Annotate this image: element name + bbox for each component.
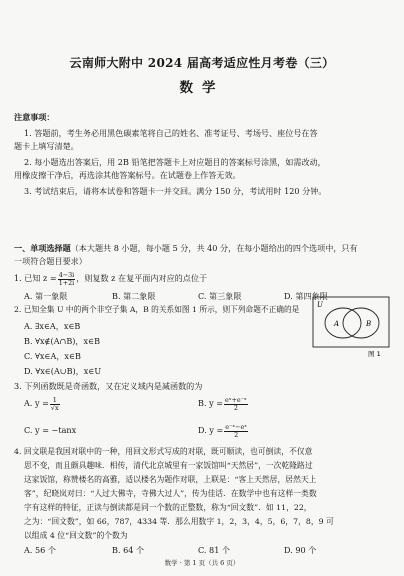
q3-a-num: 1 bbox=[50, 397, 60, 405]
q3-option-b bbox=[198, 394, 249, 412]
note-1-line-2: 题卡上填写清楚。 bbox=[14, 141, 79, 151]
q3-d-num: e⁻ˣ−eˣ bbox=[225, 422, 247, 431]
section-title: 一、单项选择题 bbox=[14, 243, 71, 253]
q3-option-c: C. y = −tanx bbox=[24, 425, 77, 435]
q4-line-3: 这家饭馆，称赞楼名的高雅，适以楼名为题作对联，上联是：“客上天然居，居然天上 bbox=[24, 475, 317, 484]
q4-option-d: D. 90 个 bbox=[284, 545, 317, 555]
q3-option-d bbox=[198, 421, 249, 439]
q1-option-b: B. 第二象限 bbox=[112, 291, 156, 301]
venn-diagram bbox=[312, 296, 392, 362]
q4-option-c: C. 81 个 bbox=[198, 545, 231, 555]
q3-a-fraction bbox=[50, 397, 60, 412]
q1-frac-num: 4−3i bbox=[58, 270, 75, 279]
note-2-line-1: 2. 每小题选出答案后，用 2B 铅笔把答题卡上对应题目的答案标号涂黑，如需改动， bbox=[24, 157, 326, 167]
q4-line-1: 4. 回文联是我国对联中的一种，用回文形式写成的对联，既可顺读，也可倒读，不仅意 bbox=[14, 447, 313, 456]
q4-line-2: 思不变，而且颇具趣味．相传，清代北京城里有一家饭馆叫“天然居”，一次乾隆路过 bbox=[24, 461, 313, 470]
q1-option-a: A. 第一象限 bbox=[24, 291, 68, 301]
q3-d-prefix: D. y = bbox=[198, 425, 224, 435]
q3-b-prefix: B. y = bbox=[198, 398, 224, 408]
q1-prefix: 1. 已知 z = bbox=[14, 273, 57, 283]
q3-a-den: √x bbox=[50, 403, 59, 412]
question-1-stem bbox=[14, 270, 207, 287]
q2-option-a: A. ∃x∈A，x∈B bbox=[24, 321, 81, 331]
exam-title: 云南师大附中 2024 届高考适应性月考卷（三） bbox=[69, 56, 335, 70]
page-footer: 数学 · 第 1 页（共 6 页） bbox=[164, 559, 240, 567]
q2-option-b: B. ∀x∉(A∩B)，x∈B bbox=[24, 336, 101, 346]
q3-a-prefix: A. y = bbox=[24, 398, 49, 408]
q1-frac-den: 1+2i bbox=[58, 278, 75, 287]
notes-heading: 注意事项： bbox=[14, 112, 55, 122]
q3-b-den: 2 bbox=[233, 403, 238, 412]
q1-fraction bbox=[58, 272, 76, 287]
q1-suffix: ，则复数 z 在复平面内对应的点位于 bbox=[76, 273, 208, 283]
q4-line-7: 以组成 4 位“回文数”的个数为 bbox=[24, 531, 128, 540]
label-b: B bbox=[366, 320, 372, 328]
q4-line-6: 之为：“回文数”，如 66，787，4334 等．那么用数字 1，2，3，4，5，6，7，8，9 可 bbox=[24, 517, 334, 526]
label-a: A bbox=[334, 320, 340, 328]
q4-option-a: A. 56 个 bbox=[24, 545, 56, 555]
question-3-stem: 3. 下列函数既是奇函数，又在定义域内是减函数的为 bbox=[14, 381, 203, 391]
q4-line-4: 客”，纪晓岚对曰：“人过大佛寺，寺佛大过人”，传为佳话．在数学中也有这样一类数 bbox=[24, 489, 317, 498]
q3-option-a bbox=[24, 394, 61, 412]
q1-option-d: D. 第四象限 bbox=[284, 291, 328, 301]
q2-option-c: C. ∀x∈A，x∈B bbox=[24, 351, 81, 361]
q2-option-d: D. ∀x∈(A∪B)，x∈U bbox=[24, 366, 102, 376]
note-1-line-1: 1. 答题前，考生务必用黑色碳素笔将自己的姓名、准考证号、考场号、座位号在答 bbox=[24, 128, 318, 138]
q4-option-b: B. 64 个 bbox=[112, 545, 145, 555]
q4-line-5: 字有这样的特征，正读与倒读都是同一个数的正整数，称为“回文数”．如 11，22， bbox=[24, 503, 312, 512]
universal-set-box bbox=[313, 297, 389, 347]
section-desc: （本大题共 8 小题，每小题 5 分，共 40 分，在每小题给出的四个选项中，只有 bbox=[70, 243, 358, 253]
q3-b-fraction bbox=[224, 397, 248, 412]
q3-b-num: eˣ+e⁻ˣ bbox=[225, 395, 247, 404]
figure-caption: 图 1 bbox=[368, 350, 381, 358]
label-u: U bbox=[317, 301, 323, 309]
section-desc-2: 一项符合题目要求） bbox=[14, 256, 87, 266]
subject-title: 数学 bbox=[179, 80, 225, 96]
question-2-stem: 2. 已知全集 U 中的两个非空子集 A，B 的关系如图 1 所示，则下列命题不正确的是 bbox=[14, 305, 300, 314]
q1-option-c: C. 第三象限 bbox=[198, 291, 242, 301]
section-heading bbox=[14, 243, 358, 253]
note-2-line-2: 用橡皮擦干净后，再选涂其他答案标号。在试题卷上作答无效。 bbox=[14, 170, 241, 180]
q3-d-fraction bbox=[224, 424, 248, 439]
note-3-line-1: 3. 考试结束后，请将本试卷和答题卡一并交回。满分 150 分，考试用时 120 分钟。 bbox=[24, 186, 327, 196]
q3-d-den: 2 bbox=[234, 430, 239, 439]
